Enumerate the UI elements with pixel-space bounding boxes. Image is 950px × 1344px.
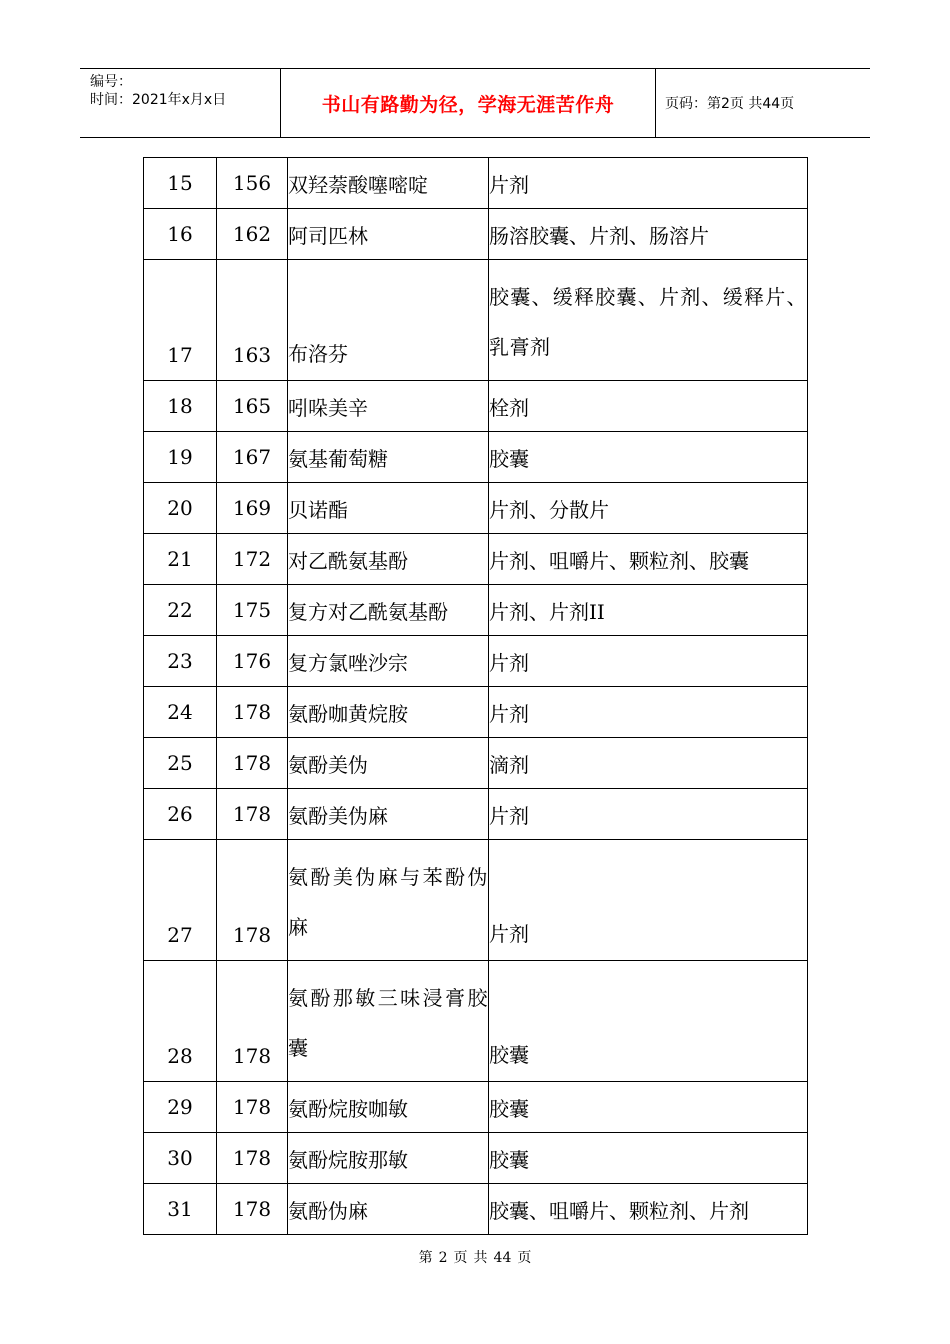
row-number: 31 [144, 1184, 217, 1235]
row-number: 24 [144, 687, 217, 738]
row-number: 25 [144, 738, 217, 789]
table-row [144, 961, 808, 1082]
row-page: 163 [217, 260, 288, 381]
header-motto: 书山有路勤为径，学海无涯苦作舟 [321, 93, 615, 116]
dosage-form: 胶囊 [489, 1133, 808, 1184]
dosage-form: 胶囊、咀嚼片、颗粒剂、片剂 [489, 1184, 808, 1235]
dosage-form: 片剂 [489, 789, 808, 840]
header-divider [655, 69, 656, 137]
row-page: 176 [217, 636, 288, 687]
dosage-form: 片剂、片剂II [489, 585, 808, 636]
dosage-form: 栓剂 [489, 381, 808, 432]
row-page: 178 [217, 1133, 288, 1184]
table-row [144, 534, 808, 585]
dosage-form: 胶囊 [489, 961, 808, 1082]
table-row [144, 1184, 808, 1235]
table-row [144, 738, 808, 789]
table-row [144, 789, 808, 840]
row-page: 167 [217, 432, 288, 483]
row-page: 178 [217, 961, 288, 1082]
table-row [144, 158, 808, 209]
dosage-form: 滴剂 [489, 738, 808, 789]
row-number: 19 [144, 432, 217, 483]
row-page: 178 [217, 687, 288, 738]
drug-name: 双羟萘酸噻嘧啶 [288, 158, 489, 209]
table-row [144, 840, 808, 961]
table-row [144, 432, 808, 483]
header-meta [90, 73, 226, 109]
dosage-form: 片剂 [489, 158, 808, 209]
table-row [144, 483, 808, 534]
table-row [144, 381, 808, 432]
row-page: 165 [217, 381, 288, 432]
drug-name: 氨酚咖黄烷胺 [288, 687, 489, 738]
dosage-form: 片剂、咀嚼片、颗粒剂、胶囊 [489, 534, 808, 585]
table-row [144, 260, 808, 381]
drug-name: 氨基葡萄糖 [288, 432, 489, 483]
page-header [80, 68, 870, 138]
row-number: 30 [144, 1133, 217, 1184]
drug-name: 吲哚美辛 [288, 381, 489, 432]
drug-name: 阿司匹林 [288, 209, 489, 260]
row-number: 20 [144, 483, 217, 534]
row-number: 15 [144, 158, 217, 209]
table-row [144, 1082, 808, 1133]
header-page-info: 页码：第2页 共44页 [665, 96, 795, 112]
row-number: 29 [144, 1082, 217, 1133]
date-label: 时间：2021年x月x日 [90, 92, 227, 108]
drug-name: 氨酚烷胺咖敏 [288, 1082, 489, 1133]
dosage-form: 片剂 [489, 840, 808, 961]
drug-name: 氨酚美伪麻与苯酚伪麻 [288, 840, 489, 961]
row-page: 172 [217, 534, 288, 585]
serial-number-label: 编号： [90, 74, 132, 90]
drug-name: 复方氯唑沙宗 [288, 636, 489, 687]
dosage-form: 肠溶胶囊、片剂、肠溶片 [489, 209, 808, 260]
footer-page-label: 第 [418, 1250, 433, 1266]
drug-name: 氨酚烷胺那敏 [288, 1133, 489, 1184]
footer-page-current: 2 [438, 1250, 448, 1266]
row-page: 156 [217, 158, 288, 209]
row-number: 18 [144, 381, 217, 432]
dosage-form: 片剂 [489, 636, 808, 687]
row-number: 23 [144, 636, 217, 687]
dosage-form: 片剂、分散片 [489, 483, 808, 534]
row-page: 169 [217, 483, 288, 534]
row-page: 162 [217, 209, 288, 260]
table-row [144, 1133, 808, 1184]
footer-total-label: 共 [473, 1250, 488, 1266]
table-row [144, 585, 808, 636]
drug-name: 氨酚美伪麻 [288, 789, 489, 840]
row-page: 175 [217, 585, 288, 636]
dosage-form: 胶囊、缓释胶囊、片剂、缓释片、乳膏剂 [489, 260, 808, 381]
row-page: 178 [217, 840, 288, 961]
row-number: 16 [144, 209, 217, 260]
row-number: 28 [144, 961, 217, 1082]
row-page: 178 [217, 1184, 288, 1235]
dosage-form: 片剂 [489, 687, 808, 738]
table-row [144, 636, 808, 687]
row-page: 178 [217, 1082, 288, 1133]
page-footer [0, 1247, 950, 1267]
row-page: 178 [217, 738, 288, 789]
row-number: 22 [144, 585, 217, 636]
row-number: 17 [144, 260, 217, 381]
row-number: 21 [144, 534, 217, 585]
footer-total-unit: 页 [517, 1250, 532, 1266]
row-page: 178 [217, 789, 288, 840]
table-row [144, 687, 808, 738]
table-row [144, 209, 808, 260]
row-number: 27 [144, 840, 217, 961]
drug-name: 复方对乙酰氨基酚 [288, 585, 489, 636]
dosage-form: 胶囊 [489, 432, 808, 483]
drug-name: 贝诺酯 [288, 483, 489, 534]
drug-name: 布洛芬 [288, 260, 489, 381]
dosage-form: 胶囊 [489, 1082, 808, 1133]
drug-name: 氨酚美伪 [288, 738, 489, 789]
footer-page-unit: 页 [453, 1250, 468, 1266]
drug-table [143, 157, 808, 1235]
footer-page-total: 44 [493, 1250, 512, 1266]
drug-name: 对乙酰氨基酚 [288, 534, 489, 585]
drug-name: 氨酚那敏三味浸膏胶囊 [288, 961, 489, 1082]
drug-name: 氨酚伪麻 [288, 1184, 489, 1235]
row-number: 26 [144, 789, 217, 840]
